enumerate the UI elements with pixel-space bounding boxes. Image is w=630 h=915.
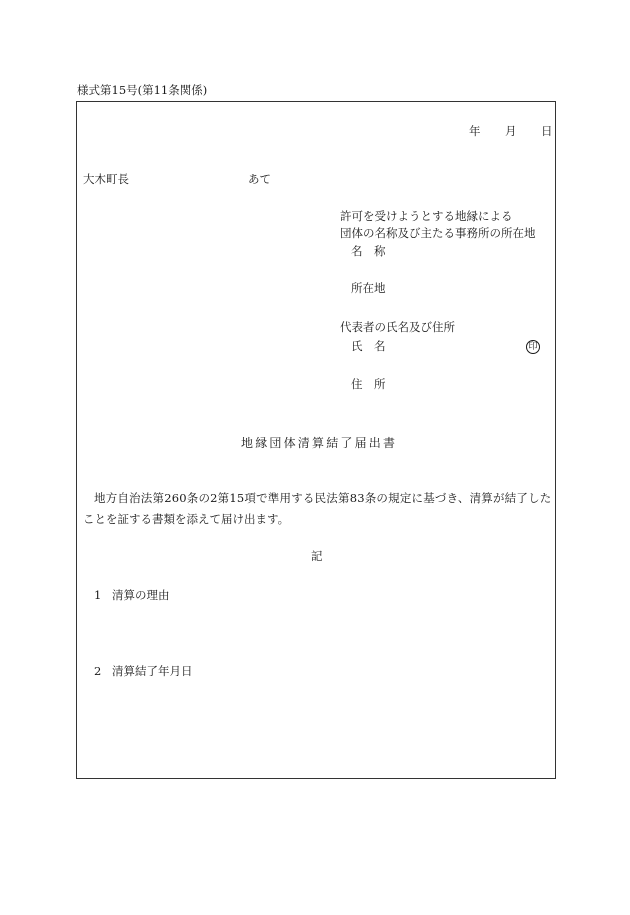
form-number: 様式第15号(第11条関係) xyxy=(77,83,208,97)
organization-name-label: 名 称 xyxy=(351,244,386,258)
addressee-honorific: あて xyxy=(248,172,271,186)
body-text-line2: ことを証する書類を添えて届け出ます。 xyxy=(83,512,290,526)
date-year-label: 年 xyxy=(469,124,481,138)
item-number: 1 xyxy=(94,588,102,602)
date-month-label: 月 xyxy=(505,124,517,138)
applicant-heading-line1: 許可を受けようとする地縁による xyxy=(340,209,513,223)
body-text-line1: 地方自治法第260条の2第15項で準用する民法第83条の規定に基づき、清算が結了した xyxy=(94,491,552,505)
representative-name-label: 氏 名 xyxy=(351,339,386,353)
date-day-label: 日 xyxy=(541,124,553,138)
organization-location-label: 所在地 xyxy=(351,281,386,295)
item-label-completion-date: 清算結了年月日 xyxy=(112,664,193,678)
addressee-name: 大木町長 xyxy=(83,172,129,186)
applicant-heading-line2: 団体の名称及び主たる事務所の所在地 xyxy=(340,226,536,240)
item-number: 2 xyxy=(94,664,102,678)
seal-mark: 印 xyxy=(526,340,540,354)
document-title: 地縁団体清算結了届出書 xyxy=(241,436,398,450)
representative-heading: 代表者の氏名及び住所 xyxy=(340,320,455,334)
ki-heading: 記 xyxy=(311,549,323,563)
representative-address-label: 住 所 xyxy=(351,377,386,391)
item-label-reason: 清算の理由 xyxy=(112,588,170,602)
